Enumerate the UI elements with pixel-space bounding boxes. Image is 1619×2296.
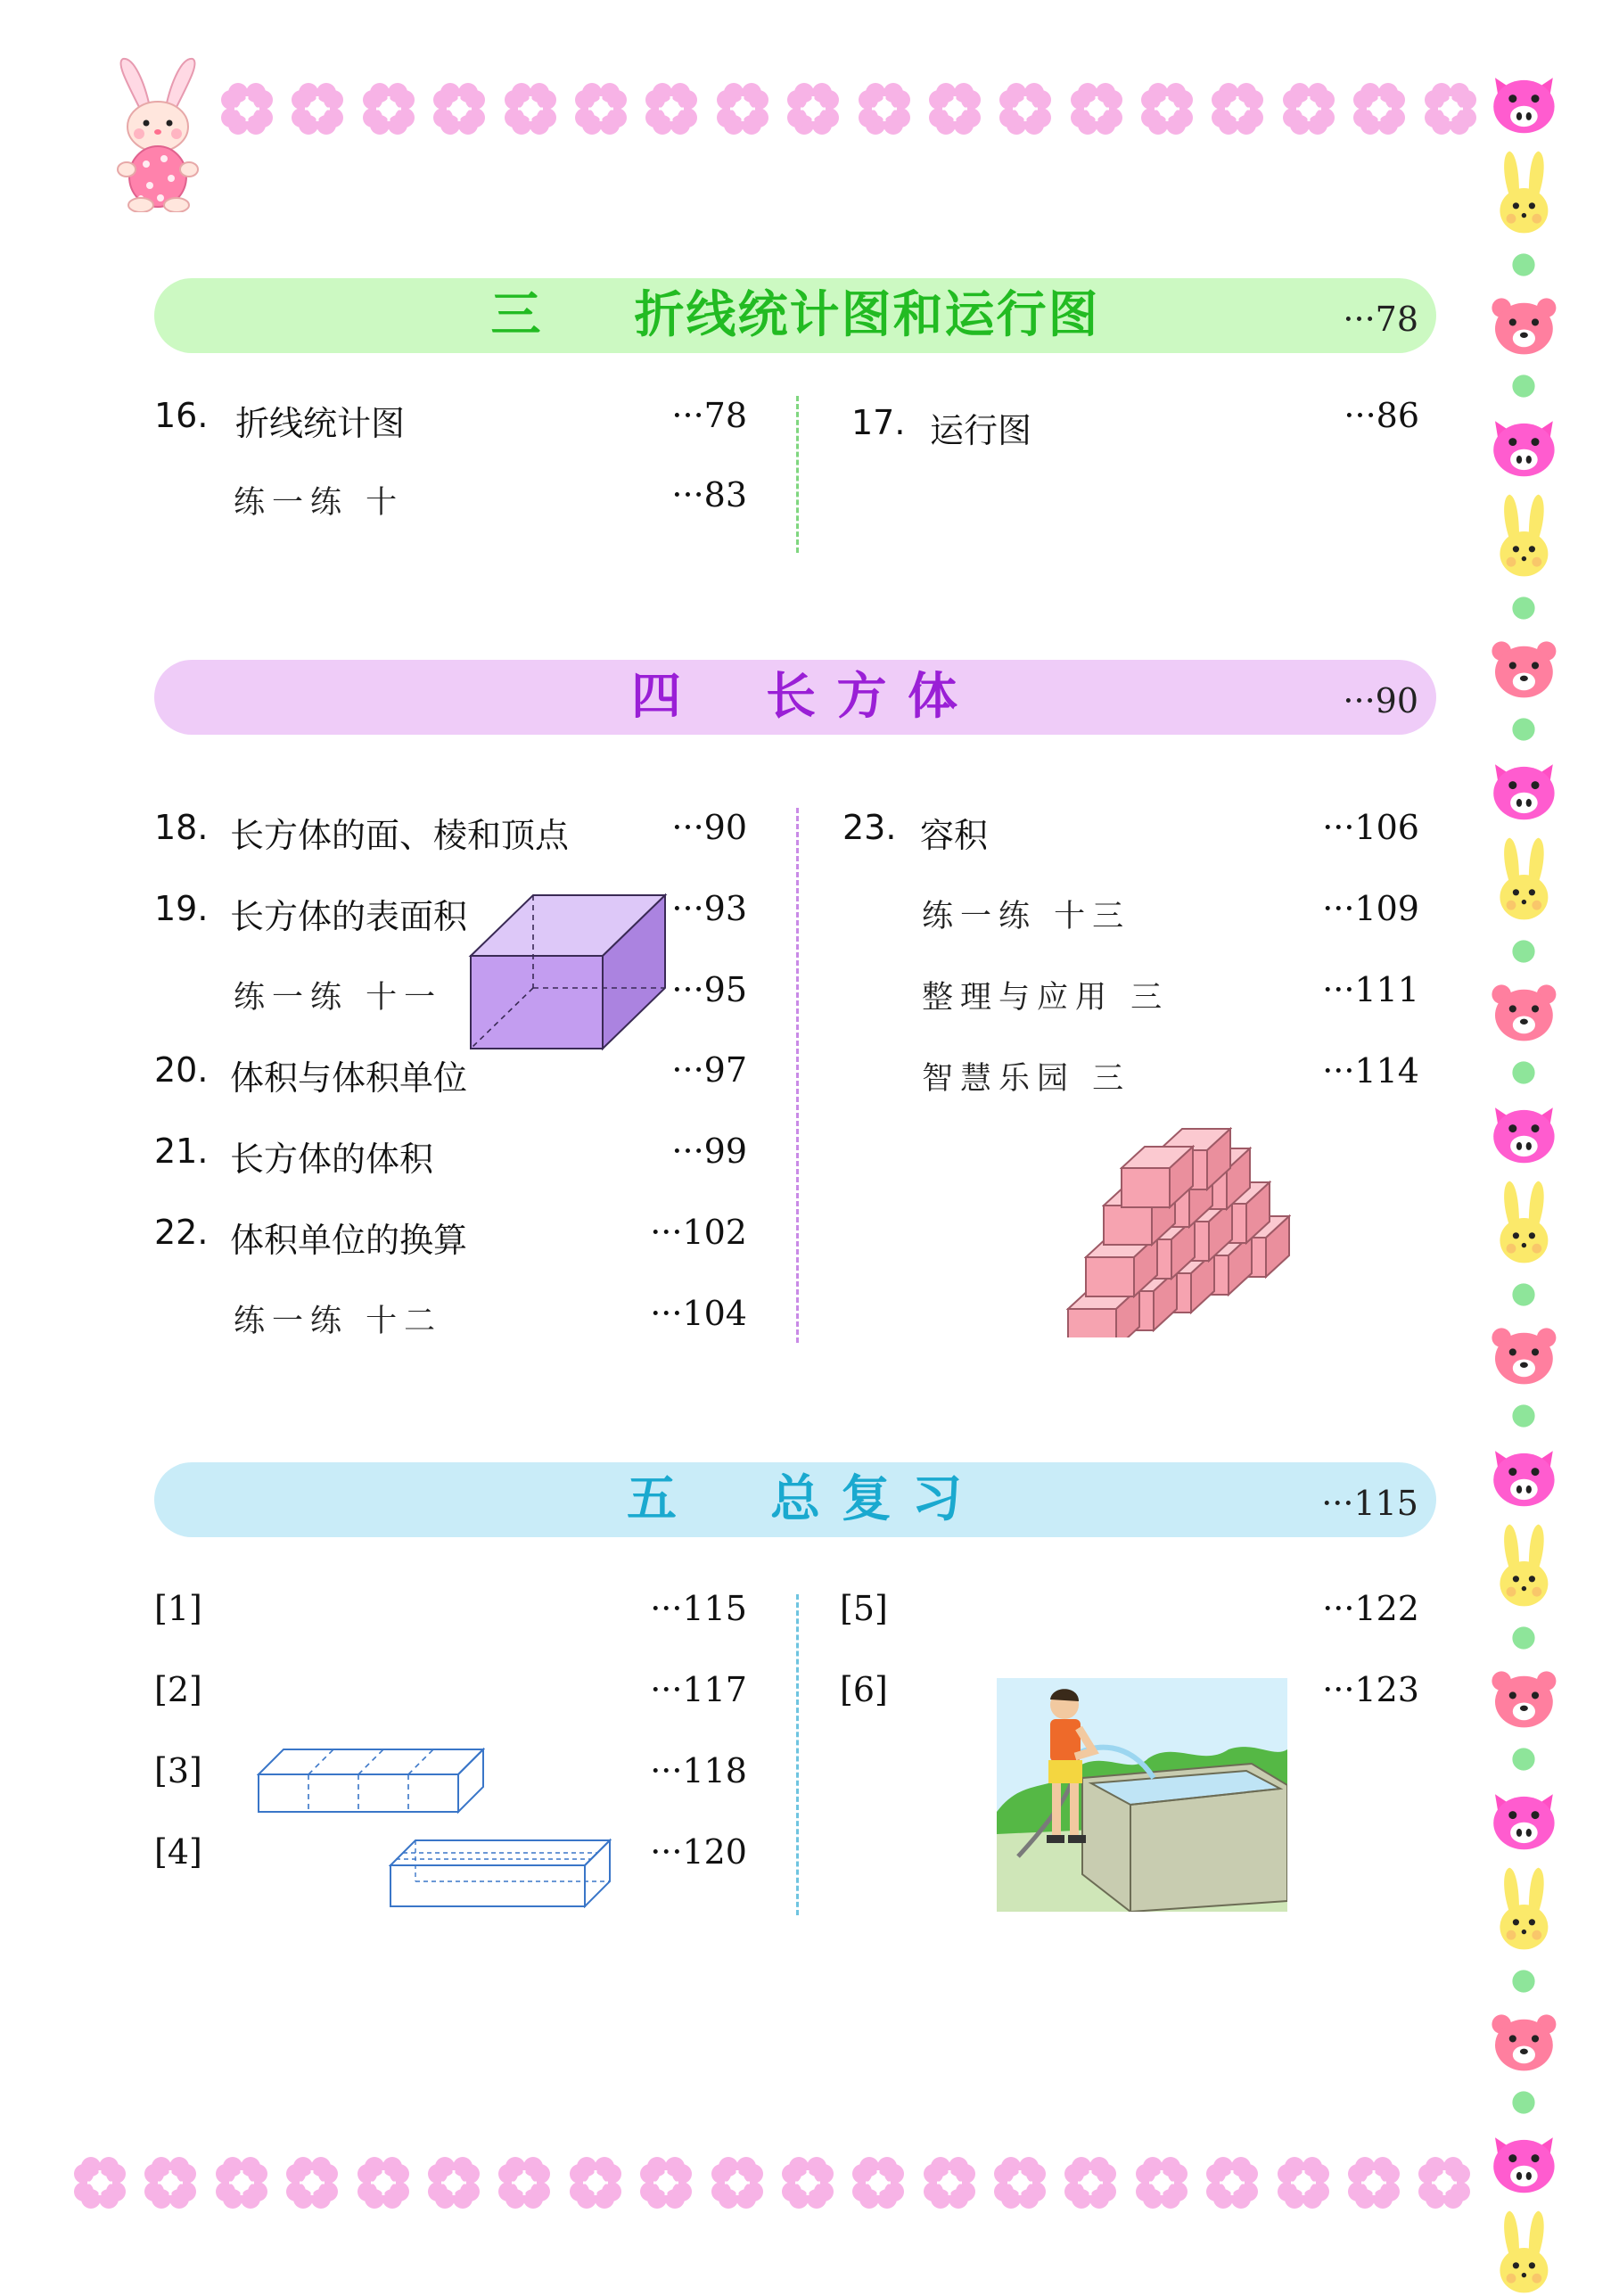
stacked-cubes-illustration: [1066, 1127, 1316, 1337]
entry-page: ···95: [671, 970, 747, 1009]
chapter-number: 四: [631, 668, 683, 726]
chapter-title: 总 复 习: [770, 1470, 964, 1528]
chapter-title: 长 方 体: [766, 668, 959, 726]
chapter-banner-3[interactable]: [154, 278, 1436, 353]
green-dot-icon: [1508, 249, 1540, 281]
green-dot-icon: [1508, 1965, 1540, 1997]
entry-page: ···120: [650, 1832, 747, 1872]
green-dot-icon: [1508, 1057, 1540, 1089]
entry-page: ···117: [650, 1670, 747, 1709]
clover-flower-icon: [1062, 2154, 1119, 2211]
entry-page: ···90: [671, 808, 747, 847]
entry-title: 长方体的表面积: [230, 897, 468, 936]
column-divider: [796, 808, 799, 1343]
clover-flower-icon: [425, 2154, 482, 2211]
entry-title: 体积与体积单位: [230, 1058, 468, 1098]
entry-title: 容积: [920, 816, 989, 855]
entry-title: 折线统计图: [235, 404, 406, 443]
clover-flower-icon: [572, 80, 629, 137]
clover-flower-icon: [1280, 80, 1337, 137]
clover-flower-icon: [643, 80, 700, 137]
entry-title: 智慧乐园 三: [922, 1061, 1131, 1097]
green-dot-icon: [1508, 1622, 1540, 1654]
green-dot-icon: [1508, 1743, 1540, 1775]
column-divider: [796, 396, 799, 553]
pig-face-icon: [1487, 1788, 1561, 1852]
bunny-face-icon: [1487, 491, 1561, 580]
entry-title: 长方体的体积: [230, 1140, 434, 1179]
entry-page: ···93: [671, 889, 747, 928]
entry-page: ···115: [650, 1589, 747, 1628]
bear-face-icon: [1487, 1666, 1561, 1731]
bunny-mascot-icon: [105, 55, 210, 212]
clover-flower-icon: [1422, 80, 1479, 137]
entry-number: [5]: [840, 1589, 888, 1628]
clover-flower-icon: [637, 2154, 694, 2211]
clover-flower-icon: [1133, 2154, 1190, 2211]
entry-page: ···83: [671, 475, 747, 514]
entry-title: 练一练 十三: [922, 899, 1131, 934]
bunny-face-icon: [1487, 148, 1561, 236]
chapter-title: 折线统计图和运行图: [634, 286, 1100, 344]
entry-title: 体积单位的换算: [230, 1221, 468, 1260]
entry-title: 练一练 十: [234, 485, 405, 521]
pig-face-icon: [1487, 2131, 1561, 2195]
entry-number: 17.: [851, 403, 906, 442]
bear-face-icon: [1487, 293, 1561, 358]
entry-number: [2]: [154, 1670, 202, 1709]
clover-flower-icon: [502, 80, 559, 137]
clover-flower-icon: [709, 2154, 766, 2211]
chapter-number: 五: [627, 1470, 678, 1528]
box-outline-illustration: [257, 1748, 485, 1814]
clover-flower-icon: [714, 80, 771, 137]
pig-face-icon: [1487, 1101, 1561, 1165]
green-dot-icon: [1508, 713, 1540, 745]
clover-flower-icon: [1351, 80, 1408, 137]
green-dot-icon: [1508, 1279, 1540, 1311]
entry-page: ···86: [1344, 396, 1419, 435]
clover-flower-icon: [850, 2154, 907, 2211]
clover-flower-icon: [496, 2154, 553, 2211]
entry-page: ···123: [1322, 1670, 1419, 1709]
bunny-face-icon: [1487, 2208, 1561, 2296]
clover-flower-icon: [355, 2154, 412, 2211]
clover-flower-icon: [1068, 80, 1125, 137]
entry-number: 18.: [154, 808, 209, 847]
entry-page: ···99: [671, 1132, 747, 1171]
pig-face-icon: [1487, 1444, 1561, 1509]
bunny-face-icon: [1487, 1178, 1561, 1266]
entry-title: 运行图: [930, 411, 1032, 450]
entry-page: ···97: [671, 1050, 747, 1090]
entry-page: ···114: [1322, 1051, 1419, 1090]
chapter-page: ···115: [1321, 1484, 1418, 1523]
clover-flower-icon: [1345, 2154, 1402, 2211]
chapter-page: ···78: [1343, 300, 1418, 339]
clover-flower-icon: [431, 80, 488, 137]
bunny-face-icon: [1487, 1521, 1561, 1609]
boy-filling-tank-illustration: [997, 1678, 1287, 1912]
clover-flower-icon: [218, 80, 275, 137]
entry-title: 练一练 十二: [234, 1304, 443, 1339]
clover-flower-icon: [1416, 2154, 1473, 2211]
clover-flower-icon: [360, 80, 417, 137]
entry-number: 19.: [154, 889, 209, 928]
clover-flower-icon: [284, 2154, 341, 2211]
flat-box-illustration: [389, 1837, 612, 1908]
entry-number: 16.: [154, 396, 209, 435]
entry-number: 22.: [154, 1213, 209, 1252]
chapter-heading: [154, 660, 1436, 735]
chapter-banner-5[interactable]: [154, 1462, 1436, 1537]
clover-flower-icon: [1204, 2154, 1261, 2211]
bear-face-icon: [1487, 980, 1561, 1044]
top-flower-border: [218, 80, 1492, 137]
entry-title: 整理与应用 三: [922, 980, 1170, 1016]
pig-face-icon: [1487, 71, 1561, 136]
side-decoration-column: [1483, 71, 1566, 2256]
clover-flower-icon: [71, 2154, 128, 2211]
green-dot-icon: [1508, 1400, 1540, 1432]
clover-flower-icon: [289, 80, 346, 137]
chapter-number: 三: [490, 286, 543, 344]
entry-number: 23.: [842, 808, 897, 847]
bear-face-icon: [1487, 1323, 1561, 1387]
clover-flower-icon: [213, 2154, 270, 2211]
chapter-page: ···90: [1343, 681, 1418, 720]
green-dot-icon: [1508, 935, 1540, 967]
bear-face-icon: [1487, 2010, 1561, 2074]
entry-number: [1]: [154, 1589, 202, 1628]
green-dot-icon: [1508, 370, 1540, 402]
entry-number: [4]: [154, 1832, 202, 1872]
bunny-face-icon: [1487, 1864, 1561, 1953]
entry-title: 长方体的面、棱和顶点: [230, 816, 570, 855]
clover-flower-icon: [991, 2154, 1048, 2211]
clover-flower-icon: [785, 80, 842, 137]
clover-flower-icon: [926, 80, 983, 137]
entry-page: ···78: [671, 396, 747, 435]
clover-flower-icon: [1138, 80, 1196, 137]
chapter-heading: [154, 278, 1436, 353]
clover-flower-icon: [779, 2154, 836, 2211]
bottom-flower-border: [71, 2154, 1487, 2211]
clover-flower-icon: [921, 2154, 978, 2211]
entry-number: [3]: [154, 1751, 202, 1790]
clover-flower-icon: [1209, 80, 1266, 137]
clover-flower-icon: [997, 80, 1054, 137]
clover-flower-icon: [142, 2154, 199, 2211]
green-dot-icon: [1508, 2086, 1540, 2119]
entry-title: 练一练 十一: [234, 980, 443, 1016]
column-divider: [796, 1594, 799, 1915]
entry-number: 21.: [154, 1132, 209, 1171]
chapter-heading: [154, 1462, 1436, 1537]
clover-flower-icon: [856, 80, 913, 137]
entry-page: ···106: [1322, 808, 1419, 847]
entry-page: ···104: [650, 1294, 747, 1333]
entry-page: ···111: [1322, 970, 1419, 1009]
green-dot-icon: [1508, 592, 1540, 624]
entry-page: ···118: [650, 1751, 747, 1790]
clover-flower-icon: [1275, 2154, 1332, 2211]
entry-number: [6]: [840, 1670, 888, 1709]
entry-page: ···109: [1322, 889, 1419, 928]
bunny-face-icon: [1487, 835, 1561, 923]
clover-flower-icon: [567, 2154, 624, 2211]
pig-face-icon: [1487, 415, 1561, 479]
entry-number: 20.: [154, 1050, 209, 1090]
cuboid-illustration: [467, 892, 674, 1052]
chapter-banner-4[interactable]: [154, 660, 1436, 735]
bear-face-icon: [1487, 637, 1561, 701]
pig-face-icon: [1487, 758, 1561, 822]
entry-page: ···122: [1322, 1589, 1419, 1628]
entry-page: ···102: [650, 1213, 747, 1252]
